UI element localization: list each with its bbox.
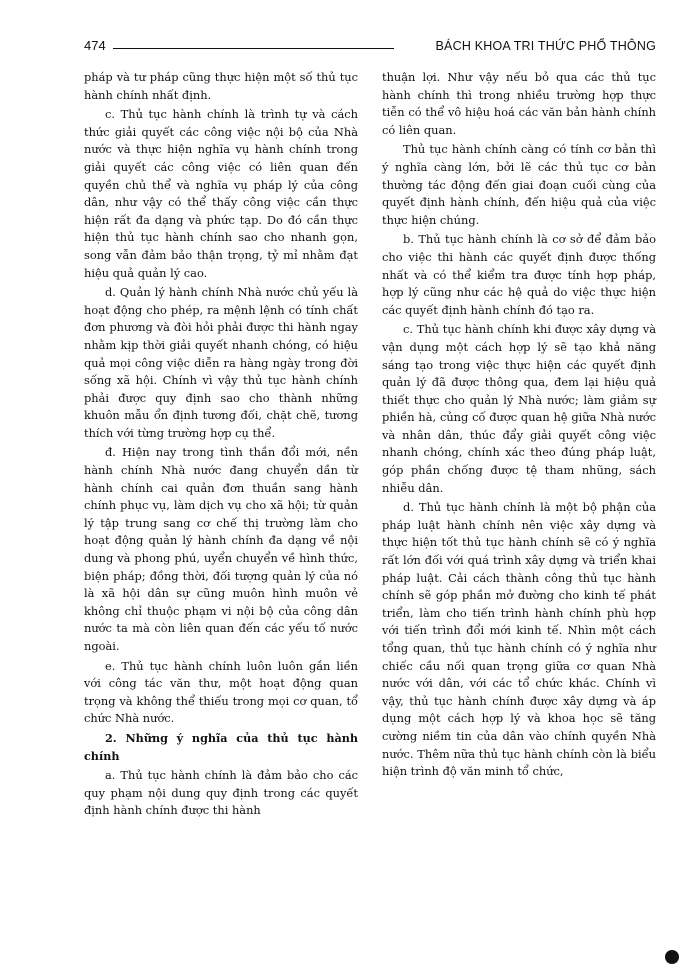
left-column <box>84 69 358 822</box>
paragraph: a. Thủ tục hành chính là đảm bảo cho các quy phạm nội dung quy định trong các quyết định hành chính được thi hành <box>84 768 358 818</box>
running-title: BÁCH KHOA TRI THỨC PHỔ THÔNG <box>435 39 656 53</box>
page-header <box>84 38 656 56</box>
section-heading: 2. Những ý nghĩa của thủ tục hành chính <box>84 730 358 763</box>
paragraph: pháp và tư pháp cũng thực hiện một số thủ tục hành chính nhất định. <box>84 70 358 102</box>
paragraph: d. Quản lý hành chính Nhà nước chủ yếu là hoạt động cho phép, ra mệnh lệnh có tính chất đơn phương và đòi hỏi phải được thi hành ngay nhằm kịp thời giải quyết nhanh chóng, có hiệu quả mọi công việc diễn ra hàng ngày trong đời sống xã hội. Chính vì vậy thủ tục hành chính phải được quy định sao cho thành những khuôn mẫu ổn định tương đối, chặt chẽ, tương thích với từng trường hợp cụ thể. <box>84 285 358 440</box>
right-column <box>382 69 656 783</box>
paragraph: Thủ tục hành chính càng có tính cơ bản thì ý nghĩa càng lớn, bởi lẽ các thủ tục cơ bản thường tác động đến giai đoạn cuối cùng của quyết định hành chính, đến hiệu quả của việc thực hiện chúng. <box>382 142 656 227</box>
page-number: 474 <box>84 38 106 53</box>
paragraph: đ. Hiện nay trong tình thần đổi mới, nền hành chính Nhà nước đang chuyển dần từ hành chính cai quản đơn thuần sang hành chính phục vụ, làm dịch vụ cho xã hội; từ quản lý tập trung sang cơ chế thị trường làm cho hoạt động quản lý hành chính đa dạng về nội dung và phong phú, uyển chuyển về hình thức, biện pháp; đồng thời, đối tượng quản lý của nó là xã hội dân sự cũng muôn hình muôn vẻ không chỉ thuộc phạm vi nội bộ của công dân nước ta mà còn liên quan đến các yếu tố nước ngoài. <box>84 445 358 653</box>
paragraph: c. Thủ tục hành chính là trình tự và cách thức giải quyết các công việc nội bộ của Nhà nước và thực hiện nghĩa vụ hành chính trong giải quyết các công việc có liên quan đến quyền chủ thể và nghĩa vụ pháp lý của công dân, như vậy có thể thấy công việc cần thực hiện rất đa dạng và phức tạp. Do đó cần thực hiện thủ tục hành chính sao cho nhanh gọn, song vẫn đảm bảo thận trọng, tỷ mỉ nhằm đạt hiệu quả quản lý cao. <box>84 107 358 280</box>
paragraph: thuận lợi. Như vậy nếu bỏ qua các thủ tục hành chính thì trong nhiều trường hợp thực tiễn có thể vô hiệu hoá các văn bản hành chính có liên quan. <box>382 70 656 137</box>
paragraph: b. Thủ tục hành chính là cơ sở để đảm bảo cho việc thi hành các quyết định được thống nhất và có thể kiểm tra được tính hợp pháp, hợp lý cũng như các hệ quả do việc thực hiện các quyết định hành chính đó tạo ra. <box>382 232 656 317</box>
paragraph: d. Thủ tục hành chính là một bộ phận của pháp luật hành chính nên việc xây dựng và thực hiện tốt thủ tục hành chính sẽ có ý nghĩa rất lớn đối với quá trình xây dựng và triển khai pháp luật. Cải cách thành công thủ tục hành chính sẽ góp phần mở đường cho kinh tế phát triển, làm cho tiến trình hành chính phù hợp với tiến trình đổi mới kinh tế. Nhìn một cách tổng quan, thủ tục hành chính có ý nghĩa như chiếc cầu nối quan trọng giữa cơ quan Nhà nước với dân, với các tổ chức khác. Chính vì vậy, thủ tục hành chính được xây dựng và áp dụng một cách hợp lý và khoa học sẽ tăng cường niềm tin của dân vào chính quyền Nhà nước. Thêm nữa thủ tục hành chính còn là biểu hiện trình độ văn minh tổ chức, <box>382 500 656 779</box>
header-rule <box>113 48 394 49</box>
scan-mark <box>665 950 679 964</box>
paragraph: e. Thủ tục hành chính luôn luôn gắn liền với công tác văn thư, một hoạt động quan trọng và không thể thiếu trong mọi cơ quan, tổ chức Nhà nước. <box>84 658 358 726</box>
paragraph: c. Thủ tục hành chính khi được xây dựng và vận dụng một cách hợp lý sẽ tạo khả năng sáng tạo trong việc thực hiện các quyết định quản lý đã được thông qua, đem lại hiệu quả thiết thực cho quản lý Nhà nước; làm giảm sự phiền hà, củng cố được quan hệ giữa Nhà nước và nhân dân, thúc đẩy giải quyết công việc nhanh chóng, chính xác theo đúng pháp luật, góp phần chống được tệ tham nhũng, sách nhiễu dân. <box>382 322 656 495</box>
